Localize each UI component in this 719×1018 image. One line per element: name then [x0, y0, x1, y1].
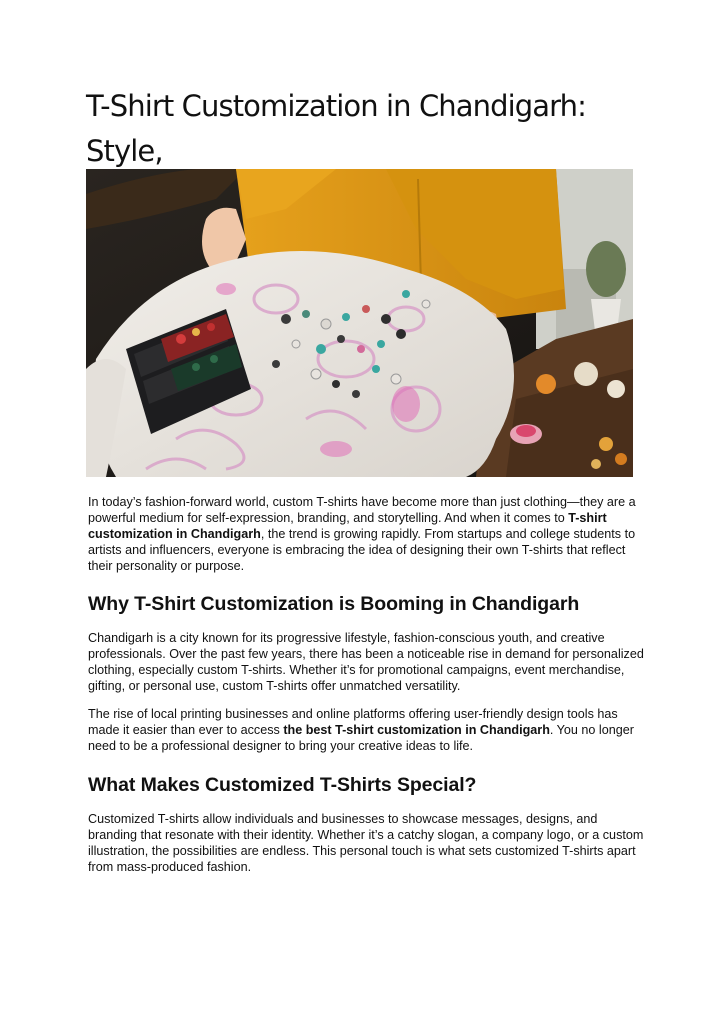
- why-paragraph-2: [88, 706, 648, 754]
- why-keyword: the best T-shirt customization in Chandigarh: [283, 723, 550, 737]
- intro-keyword: T-shirt customization in Chandigarh: [88, 511, 607, 541]
- intro-text-2: , the trend is growing rapidly. From startups and college students to artists and influencers, everyone is embracing the idea of designing their own T-shirts that reflect their personality or purpose.: [88, 527, 636, 573]
- hero-image: [86, 169, 633, 477]
- why-paragraph-1: Chandigarh is a city known for its progressive lifestyle, fashion-conscious youth, and creative professionals. Over the past few years, there has been a noticeable rise in demand for personalized clothing, especially custom T-shirts. Whether it’s for promotional campaigns, event merchandise, gifting, or personal use, custom T-shirts offer unmatched versatility.: [88, 631, 644, 693]
- why-text-2: . You no longer need to be a professional designer to bring your creative ideas to life.: [88, 723, 634, 753]
- section-heading-special: What Makes Customized T-Shirts Special?: [88, 774, 477, 796]
- special-paragraph-1: Customized T-shirts allow individuals and businesses to showcase messages, designs, and branding that resonate with their identity. Whether it’s a catchy slogan, a company logo, or a custom illustration, the possibilities are endless. This personal touch is what sets customized T-shirts apart from mass-produced fashion.: [88, 812, 644, 874]
- intro-text-1: In today’s fashion-forward world, custom T-shirts have become more than just clothing—they are a powerful medium for self-expression, branding, and storytelling. And when it comes to: [88, 495, 636, 525]
- section-heading-why: Why T-Shirt Customization is Booming in Chandigarh: [88, 593, 580, 615]
- why-text-1: The rise of local printing businesses and online platforms offering user-friendly design tools has made it easier than ever to access: [88, 707, 618, 737]
- intro-paragraph: [88, 494, 648, 574]
- title-line-1: T-Shirt Customization in Chandigarh: Style,: [86, 89, 587, 168]
